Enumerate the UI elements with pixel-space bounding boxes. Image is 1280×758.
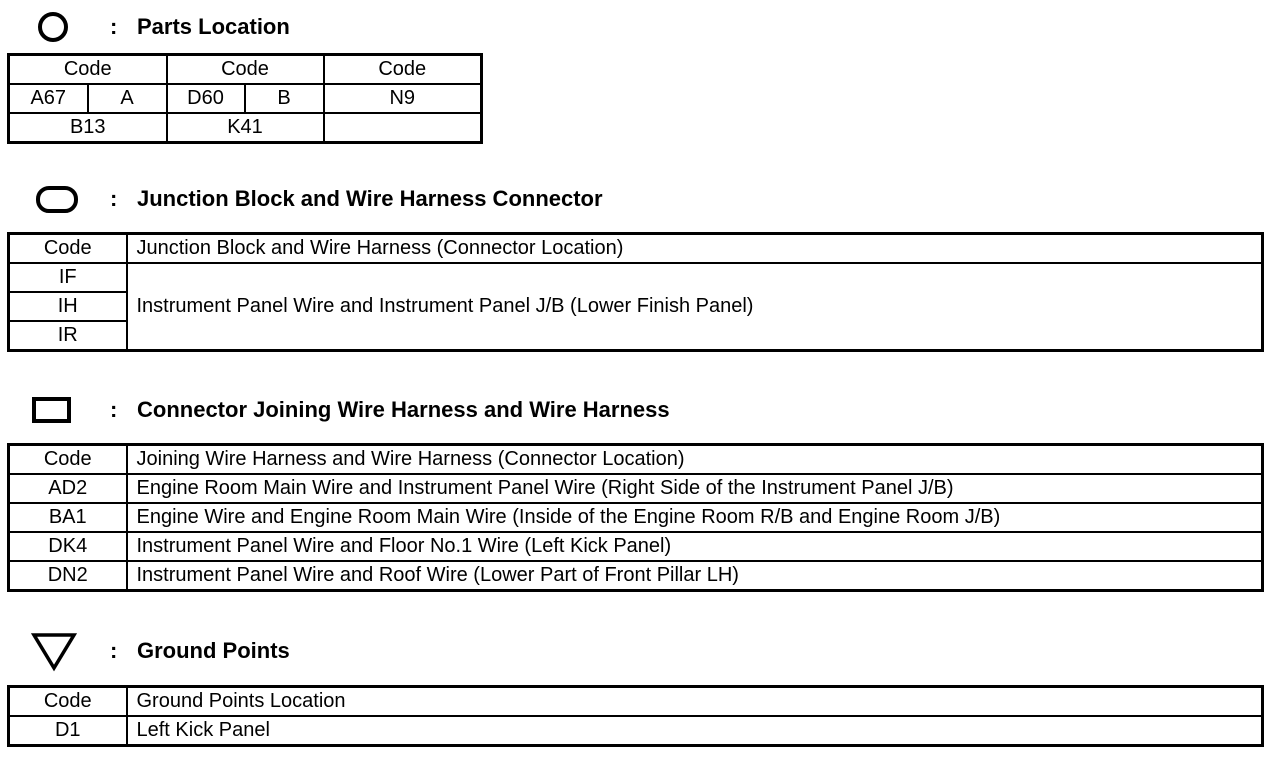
section-title: Ground Points — [137, 638, 290, 663]
header-cell: Code — [167, 55, 324, 85]
table-header-row — [9, 234, 1263, 264]
header-cell: Ground Points Location — [127, 687, 1263, 717]
triangle-down-icon — [31, 632, 77, 672]
code-cell: D1 — [9, 716, 127, 746]
section-title: Connector Joining Wire Harness and Wire Harness — [137, 397, 670, 422]
section-title: Junction Block and Wire Harness Connector — [137, 186, 603, 211]
code-cell: A67 — [9, 84, 88, 113]
header-cell: Junction Block and Wire Harness (Connector Location) — [127, 234, 1263, 264]
table-row — [9, 84, 482, 113]
rounded-rectangle-icon — [36, 186, 78, 213]
header-cell: Code — [9, 55, 167, 85]
table-row — [9, 532, 1263, 561]
header-cell: Code — [9, 687, 127, 717]
junction-block-heading — [0, 182, 900, 216]
ground-points-heading — [0, 634, 600, 668]
connector-joining-heading — [0, 393, 900, 427]
code-cell: N9 — [324, 84, 482, 113]
code-cell: BA1 — [9, 503, 127, 532]
colon-separator: : — [110, 186, 118, 211]
table-header-row — [9, 445, 1263, 475]
ground-points-table — [7, 685, 1264, 747]
code-cell: B — [245, 84, 324, 113]
header-cell: Code — [9, 234, 127, 264]
colon-separator: : — [110, 14, 118, 39]
connector-joining-table — [7, 443, 1264, 592]
section-title: Parts Location — [137, 14, 290, 39]
junction-block-table — [7, 232, 1264, 352]
code-cell: DN2 — [9, 561, 127, 591]
code-cell: IH — [9, 292, 127, 321]
circle-icon — [38, 12, 68, 42]
code-cell: K41 — [167, 113, 324, 143]
code-cell: DK4 — [9, 532, 127, 561]
code-cell: AD2 — [9, 474, 127, 503]
header-cell: Joining Wire Harness and Wire Harness (Connector Location) — [127, 445, 1263, 475]
table-header-row — [9, 55, 482, 85]
code-cell: B13 — [9, 113, 167, 143]
code-cell: D60 — [167, 84, 245, 113]
description-cell: Instrument Panel Wire and Instrument Panel J/B (Lower Finish Panel) — [127, 263, 1263, 351]
rectangle-icon — [32, 397, 71, 423]
code-cell: IF — [9, 263, 127, 292]
parts-location-heading — [0, 10, 600, 44]
table-row — [9, 716, 1263, 746]
description-cell: Engine Wire and Engine Room Main Wire (Inside of the Engine Room R/B and Engine Room J/B) — [127, 503, 1263, 532]
description-cell: Instrument Panel Wire and Roof Wire (Lower Part of Front Pillar LH) — [127, 561, 1263, 591]
parts-location-table — [7, 53, 483, 144]
code-cell: IR — [9, 321, 127, 351]
description-cell: Instrument Panel Wire and Floor No.1 Wire (Left Kick Panel) — [127, 532, 1263, 561]
code-cell — [324, 113, 482, 143]
description-cell: Left Kick Panel — [127, 716, 1263, 746]
table-row — [9, 263, 1263, 292]
table-row — [9, 113, 482, 143]
description-cell: Engine Room Main Wire and Instrument Panel Wire (Right Side of the Instrument Panel J/B) — [127, 474, 1263, 503]
table-row — [9, 503, 1263, 532]
table-row — [9, 561, 1263, 591]
code-cell: A — [88, 84, 167, 113]
colon-separator: : — [110, 638, 118, 663]
header-cell: Code — [324, 55, 482, 85]
table-row — [9, 474, 1263, 503]
colon-separator: : — [110, 397, 118, 422]
header-cell: Code — [9, 445, 127, 475]
table-header-row — [9, 687, 1263, 717]
